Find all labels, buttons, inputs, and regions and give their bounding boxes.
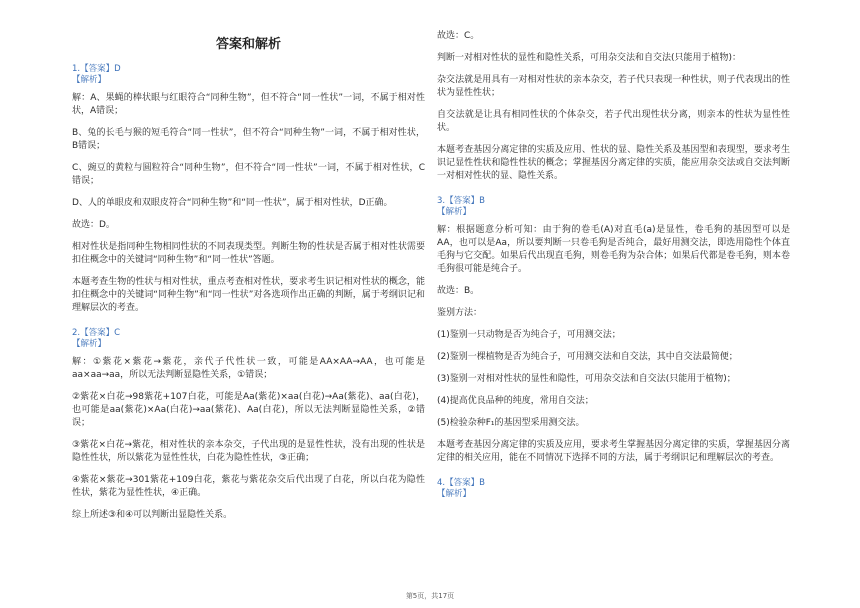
q2-item-3: ③紫花×白花→紫花，相对性状的亲本杂交，子代出现的是显性性状，没有出现的性状是隐性性状，所以紫花为显性性状，白花为隐性性状，③正确； (72, 440, 425, 463)
q1-conclusion: 故选：D。 (72, 220, 115, 230)
self-method: 自交法就是让具有相同性状的个体杂交，若子代出现性状分离，则亲本的性状为显性性状。 (437, 110, 790, 133)
right-column (437, 30, 790, 506)
method-3: (3)鉴别一对相对性状的显性和隐性，可用杂交法和自交法(只能用于植物)； (437, 374, 736, 384)
q3-analysis-tag: 【解析】 (437, 207, 472, 217)
q1-paragraph-d: D、人的单眼皮和双眼皮符合“同种生物”和“同一性状”，属于相对性状，D正确。 (72, 198, 393, 208)
q2-conclusion: 故选：C。 (437, 31, 480, 41)
q2-item-4: ④紫花×紫花→301紫花+109白花，紫花与紫花杂交后代出现了白花，所以白花为隐性性状，紫花为显性性状，④正确。 (72, 475, 425, 498)
q4-answer: 4.【答案】B (437, 478, 485, 488)
q2-summary-right: 本题考查基因分离定律的实质及应用、性状的显、隐性关系及基因型和表现型，要求考生识记显性性状和隐性性状的概念；掌握基因分离定律的实质，能应用杂交法或自交法判断一对相对性状的显、隐性关系。 (437, 145, 790, 181)
q1-analysis-tag: 【解析】 (72, 75, 107, 85)
left-column (72, 30, 425, 531)
method-1: (1)鉴别一只动物是否为纯合子，可用测交法； (437, 330, 621, 340)
q1-answer: 1.【答案】D (72, 64, 121, 74)
q1-paragraph-b: B、兔的长毛与猴的短毛符合“同一性状”，但不符合“同种生物”一词，不属于相对性状，B错误； (72, 128, 425, 151)
q2-item-1: 解：①紫花×紫花→紫花，亲代子代性状一致，可能是AA×AA→AA，也可能是aa×aa→aa，所以无法判断显隐性关系，①错误； (72, 357, 425, 380)
q3-analysis: 解：根据题意分析可知：由于狗的卷毛(A)对直毛(a)是显性，卷毛狗的基因型可以是AA，也可以是Aa，所以要判断一只卷毛狗是否纯合，最好用测交法，即选用隐性个体直毛狗与它交配。如果后代出现直毛狗，则卷毛狗为杂合体；如果后代都是卷毛狗，则本卷毛狗很可能是纯合子。 (437, 225, 790, 274)
method-4: (4)提高优良品种的纯度，常用自交法； (437, 396, 594, 406)
q2-answer: 2.【答案】C (72, 328, 121, 338)
method-2: (2)鉴别一棵植物是否为纯合子，可用测交法和自交法，其中自交法最简便； (437, 352, 738, 362)
method-intro: 判断一对相对性状的显性和隐性关系，可用杂交法和自交法(只能用于植物)： (437, 53, 742, 63)
q3-conclusion: 故选：B。 (437, 286, 480, 296)
q1-explanation: 相对性状是指同种生物相同性状的不同表现类型。判断生物的性状是否属于相对性状需要扣住概念中的关键词“同种生物”和“同一性状”答题。 (72, 242, 425, 265)
method-heading: 鉴别方法： (437, 308, 483, 318)
page-title: 答案和解析 (215, 37, 281, 52)
q2-item-2: ②紫花×白花→98紫花+107白花，可能是Aa(紫花)×aa(白花)→Aa(紫花)、aa(白花)，也可能是aa(紫花)×Aa(白花)→aa(紫花)、Aa(白花)，所以无法判断显隐性关系，②错误； (72, 392, 425, 428)
cross-method: 杂交法就是用具有一对相对性状的亲本杂交，若子代只表现一种性状，则子代表现出的性状为显性性状； (437, 75, 790, 98)
q3-answer: 3.【答案】B (437, 196, 485, 206)
q4-analysis-tag: 【解析】 (437, 489, 472, 499)
q2-summary: 综上所述③和④可以判断出显隐性关系。 (72, 510, 233, 520)
q3-summary: 本题考查基因分离定律的实质及应用，要求考生掌握基因分离定律的实质，掌握基因分离定律的相关应用，能在不同情况下选择不同的方法，属于考纲识记和理解层次的考查。 (437, 440, 790, 463)
page-footer: 第5页，共17页 (405, 592, 455, 600)
method-5: (5)检验杂种F₁的基因型采用测交法。 (437, 418, 585, 428)
q2-analysis-tag: 【解析】 (72, 339, 107, 349)
q1-paragraph-c: C、豌豆的黄粒与圆粒符合“同种生物”，但不符合“同一性状”一词，不属于相对性状，C错误； (72, 163, 425, 186)
q1-paragraph-a: 解：A、果蝇的棒状眼与红眼符合“同种生物”，但不符合“同一性状”一词，不属于相对性状，A错误； (72, 93, 425, 116)
q1-summary: 本题考查生物的性状与相对性状，重点考查相对性状，要求考生识记相对性状的概念，能扣住概念中的关键词“同种生物”和“同一性状”对各选项作出正确的判断，属于考纲识记和理解层次的考查。 (72, 277, 425, 313)
